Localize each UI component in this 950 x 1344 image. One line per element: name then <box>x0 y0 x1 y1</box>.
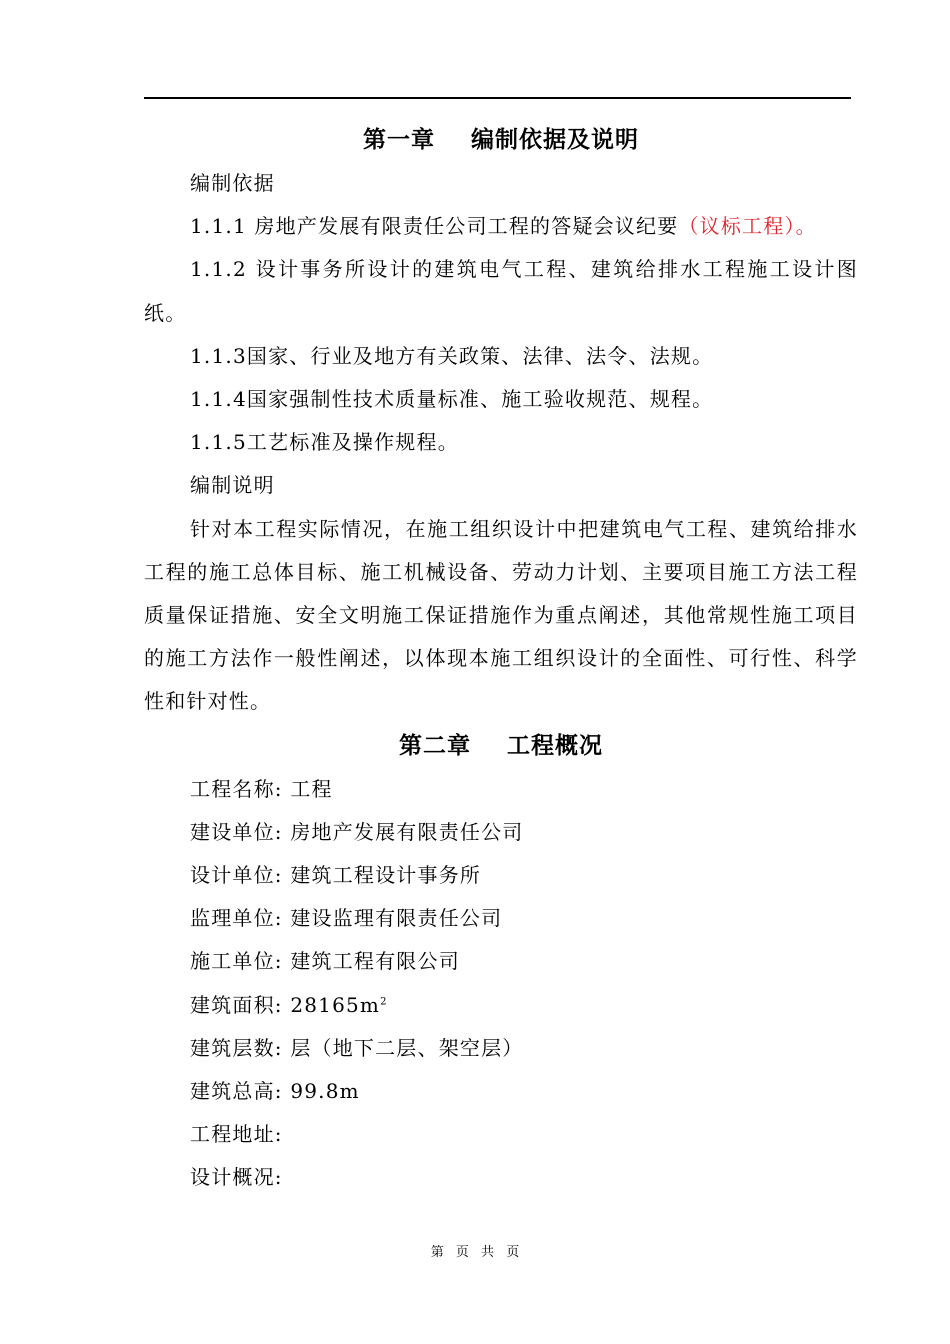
field-owner <box>144 811 858 854</box>
basis-item-1-note: （议标工程）。 <box>678 214 817 239</box>
basis-item-3: 1.1.3国家、行业及地方有关政策、法律、法令、法规。 <box>190 343 714 368</box>
basis-heading: 编制依据 <box>190 171 275 195</box>
field-label: 设计单位: <box>190 863 283 888</box>
page-footer: 第 页 共 页 <box>430 1245 520 1260</box>
area-superscript: 2 <box>380 996 388 1007</box>
basis-item-1 <box>144 205 858 248</box>
header-rule <box>144 97 851 99</box>
explain-heading: 编制说明 <box>190 473 275 498</box>
field-label: 设计概况: <box>190 1165 283 1190</box>
explain-body: 针对本工程实际情况，在施工组织设计中把建筑电气工程、建筑给排水工程的施工总体目标、施工机械设备、劳动力计划、主要项目施工方法工程质量保证措施、安全文明施工保证措施作为重点阐述，其他常规性施工项目的施工方法作一般性阐述，以体现本施工组织设计的全面性、可行性、科学性和针对性。 <box>144 516 858 714</box>
field-value: 建筑工程有限公司 <box>290 949 460 974</box>
field-designer <box>144 854 858 897</box>
field-value: 房地产发展有限责任公司 <box>290 819 524 844</box>
field-contractor <box>144 940 858 983</box>
basis-item-5: 1.1.5工艺标准及操作规程。 <box>190 430 459 455</box>
chapter-1-title: 第一章 编制依据及说明 <box>362 127 640 153</box>
field-value: 层（地下二层、架空层） <box>290 1035 524 1060</box>
basis-item-4: 1.1.4国家强制性技术质量标准、施工验收规范、规程。 <box>190 387 714 412</box>
field-design-overview <box>144 1156 858 1199</box>
field-supervisor <box>144 897 858 940</box>
chapter-2-title: 第二章 工程概况 <box>398 732 604 759</box>
basis-item-1-text: 1.1.1 房地产发展有限责任公司工程的答疑会议纪要 <box>190 214 679 239</box>
field-value: 建筑工程设计事务所 <box>290 863 482 888</box>
basis-item-2: 1.1.2 设计事务所设计的建筑电气工程、建筑给排水工程施工设计图纸。 <box>144 257 858 325</box>
field-area <box>144 984 858 1027</box>
field-label: 建筑面积: <box>190 992 283 1017</box>
field-floors <box>144 1027 858 1070</box>
document-body <box>144 118 858 1200</box>
field-value: 建设监理有限责任公司 <box>290 906 503 931</box>
field-label: 建设单位: <box>190 819 283 844</box>
field-height <box>144 1070 858 1113</box>
field-label: 工程地址: <box>190 1122 283 1147</box>
field-label: 建筑层数: <box>190 1035 283 1060</box>
field-label: 工程名称: <box>190 776 283 801</box>
field-value: 28165m <box>290 992 381 1017</box>
field-label: 施工单位: <box>190 949 283 974</box>
field-label: 监理单位: <box>190 906 283 931</box>
field-value: 工程 <box>290 776 333 801</box>
field-project-name <box>144 768 858 811</box>
field-label: 建筑总高: <box>190 1079 283 1104</box>
field-address <box>144 1113 858 1156</box>
field-value: 99.8m <box>290 1079 360 1104</box>
